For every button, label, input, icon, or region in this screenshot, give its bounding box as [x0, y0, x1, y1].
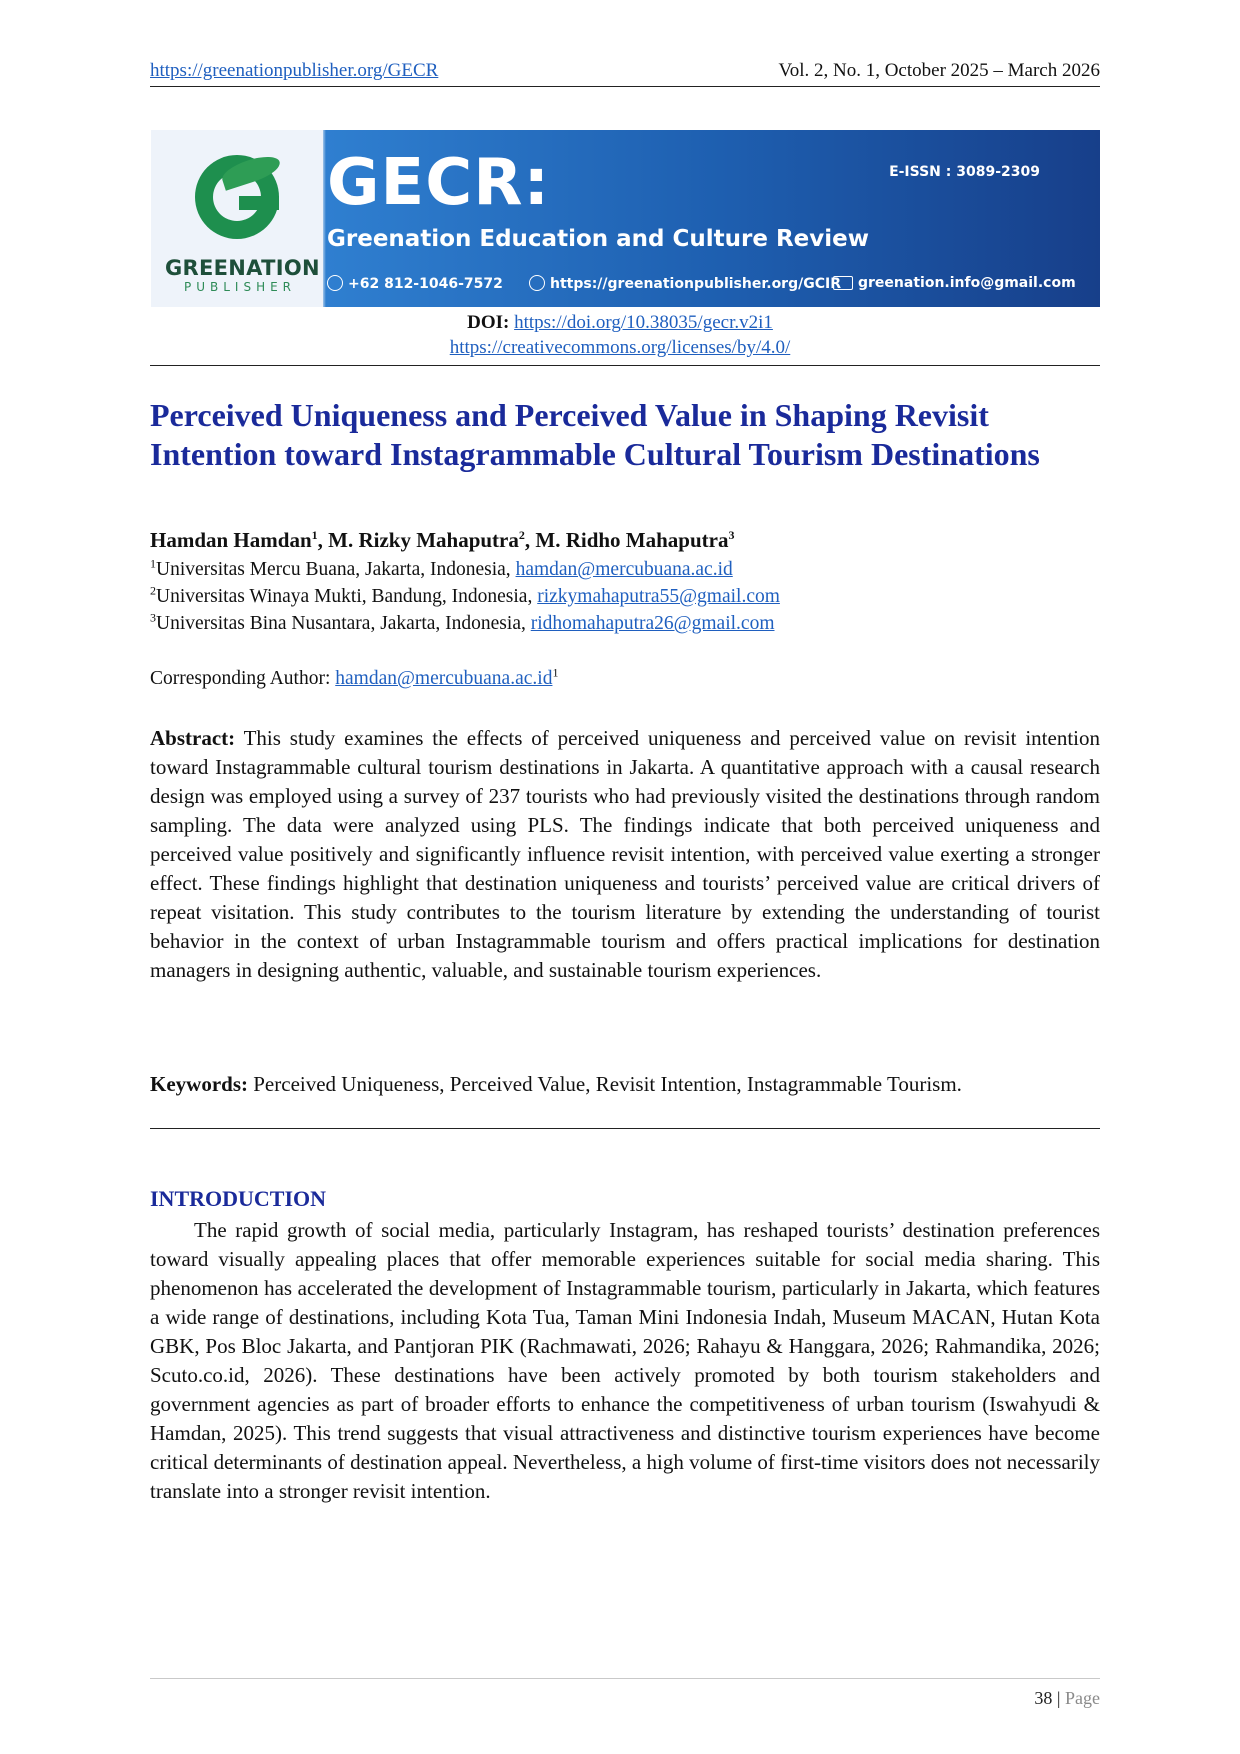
banner-website: https://greenationpublisher.org/GCIR	[529, 275, 841, 292]
affiliation-email-link[interactable]: rizkymahaputra55@gmail.com	[537, 586, 780, 607]
abstract-label: Abstract:	[150, 726, 236, 750]
author-name: M. Ridho Mahaputra	[535, 528, 729, 552]
keywords	[150, 1070, 1100, 1099]
corresponding-author: Corresponding Author: $hamdan@mercubuana.ac.id^1$	[150, 665, 559, 689]
abstract	[150, 724, 1100, 985]
affiliation-3: $^3$Universitas Bina Nusantara, Jakarta, Indonesia, ridhomahaputra26@gmail.com	[150, 610, 775, 634]
publisher-logo	[151, 130, 323, 307]
issn-label: E-ISSN : 3089-2309	[889, 164, 1040, 180]
affiliation-1: $^1$Universitas Mercu Buana, Jakarta, Indonesia, hamdan@mercubuana.ac.id	[150, 556, 733, 580]
journal-name: Greenation Education and Culture Review	[327, 226, 869, 252]
publisher-name: GREENATION	[165, 256, 320, 280]
globe-icon	[529, 275, 545, 291]
abstract-text: This study examines the effects of perceived uniqueness and perceived value on revisit intention toward Instagrammable cultural tourism destinations in Jakarta. A quantitative approach with a causal research design was employed using a survey of 237 tourists who had previously visited the destinations through random sampling. The data were analyzed using PLS. The findings indicate that both perceived uniqueness and perceived value positively and significantly influence revisit intention, with perceived value exerting a stronger effect. These findings highlight that destination uniqueness and tourists’ perceived value are critical drivers of repeat visitation. This study contributes to the tourism literature by extending the understanding of tourist behavior in the context of urban Instagrammable tourism and offers practical implications for destination managers in designing authentic, valuable, and sustainable tourism experiences.	[150, 726, 1100, 982]
page-footer: 38 | Page	[1034, 1688, 1100, 1708]
keywords-text: Perceived Uniqueness, Perceived Value, Revisit Intention, Instagrammable Tourism.	[248, 1072, 962, 1096]
paper-title: Perceived Uniqueness and Perceived Value in Shaping Revisit Intention toward Instagrammable Cultural Tourism Destinations	[150, 397, 1040, 472]
affiliation-email-link[interactable]: ridhomahaputra26@gmail.com	[530, 613, 775, 634]
mail-icon	[833, 276, 853, 290]
keywords-label: Keywords:	[150, 1072, 248, 1096]
doi-divider	[150, 365, 1100, 366]
publisher-subtitle: PUBLISHER	[183, 280, 297, 294]
journal-banner	[151, 130, 1100, 307]
volume-info: Vol. 2, No. 1, October 2025 – March 2026	[778, 60, 1100, 81]
page-number: 38	[1034, 1688, 1053, 1708]
banner-email: greenation.info@gmail.com	[833, 275, 1076, 291]
whatsapp-icon	[327, 275, 343, 291]
affiliation-email-link[interactable]: hamdan@mercubuana.ac.id	[515, 559, 733, 580]
author-name: M. Rizky Mahaputra	[328, 528, 519, 552]
footer-divider	[150, 1678, 1100, 1679]
doi-block	[0, 310, 1240, 360]
page-label: Page	[1065, 1688, 1100, 1708]
journal-url-link[interactable]: https://greenationpublisher.org/GECR	[150, 60, 439, 81]
section-heading-introduction: INTRODUCTION	[150, 1186, 327, 1211]
introduction-body	[150, 1216, 1100, 1506]
author-list: Hamdan Hamdan$^1$, M. Rizky Mahaputra$^2$, M. Ridho Mahaputra$^3$	[150, 528, 735, 552]
license-link[interactable]: https://creativecommons.org/licenses/by/4.0/	[449, 337, 791, 358]
header-divider	[150, 86, 1100, 87]
doi-label: DOI:	[467, 312, 510, 333]
author-name: Hamdan Hamdan	[150, 528, 312, 552]
keywords-divider	[150, 1128, 1100, 1129]
corresponding-email-link[interactable]: hamdan@mercubuana.ac.id	[335, 668, 553, 689]
introduction-paragraph: The rapid growth of social media, particularly Instagram, has reshaped tourists’ destination preferences toward visually appealing places that offer memorable experiences suitable for social media sharing. This phenomenon has accelerated the development of Instagrammable tourism, particularly in Jakarta, which features a wide range of destinations, including Kota Tua, Taman Mini Indonesia Indah, Museum MACAN, Hutan Kota GBK, Pos Bloc Jakarta, and Pantjoran PIK (Rachmawati, 2026; Rahayu & Hanggara, 2026; Rahmandika, 2026; Scuto.co.id, 2026). These destinations have been actively promoted by both tourism stakeholders and government agencies as part of broader efforts to enhance the competitiveness of urban tourism (Iswahyudi & Hamdan, 2025). This trend suggests that visual attractiveness and distinctive tourism experiences have become critical determinants of destination appeal. Nevertheless, a high volume of first-time visitors does not necessarily translate into a stronger revisit intention.	[150, 1218, 1100, 1503]
banner-phone: +62 812-1046-7572	[327, 275, 503, 292]
journal-acronym: GECR:	[327, 146, 551, 220]
affiliation-2: $^2$Universitas Winaya Mukti, Bandung, Indonesia, rizkymahaputra55@gmail.com	[150, 583, 780, 607]
doi-link[interactable]: https://doi.org/10.38035/gecr.v2i1	[514, 312, 773, 333]
